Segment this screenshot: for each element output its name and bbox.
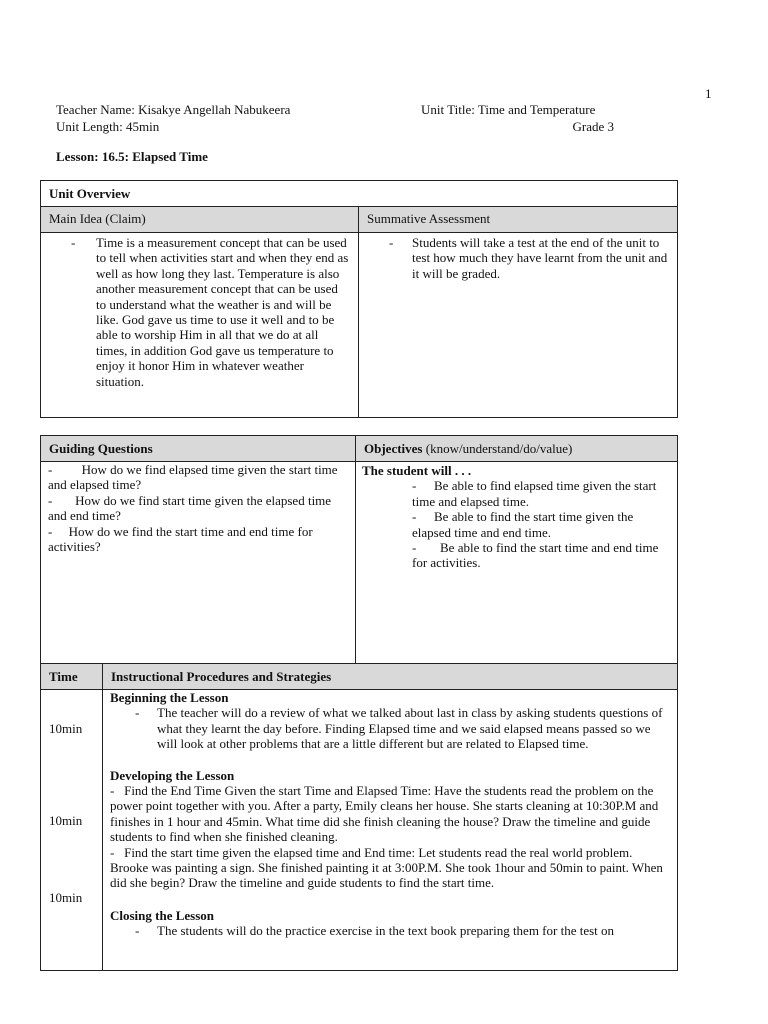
objective-item: - Be able to find the start time given the elapsed time and end time. — [412, 509, 634, 540]
developing-item-2: - Find the start time given the elapsed time and End time: Let students read the real world problem. Brooke was painting a sign. She finished painting it at 3:00P.M. She took 1hour and 50min to paint. When did she begin? Draw the timeline and guide students to find the start time. — [110, 844, 663, 891]
closing-item — [135, 923, 669, 939]
objective-item: - Be able to find the start time and end time for activities. — [412, 540, 659, 571]
bullet-dash: - — [412, 540, 417, 556]
time-column — [41, 690, 103, 971]
time-label-developing-2: 10min — [49, 890, 83, 905]
objectives-header-bold: Objectives — [364, 441, 423, 456]
summative-cell — [359, 233, 678, 418]
bullet-dash: - — [135, 923, 140, 939]
objective-item: - Be able to find elapsed time given the start time and elapsed time. — [412, 478, 657, 509]
bullet-dash: - — [412, 509, 417, 525]
main-idea-text: Time is a measurement concept that can be used to tell when activities start and when they end as well as how long they last. Temperature is also another measurement concept that can be used to understand what the weather is and will be like. God gave us time to use it well and to be able to worship Him in all that we do at all times, in addition God gave us temperature to enjoy it honor Him in whatever weather situation. — [96, 235, 349, 389]
guiding-objectives-table — [40, 435, 678, 665]
objectives-header-rest: (know/understand/do/value) — [422, 441, 573, 456]
objectives-lead: The student will . . . — [362, 463, 472, 478]
grade: Grade 3 — [572, 119, 614, 134]
unit-overview-table — [40, 180, 678, 418]
bullet-dash: - — [135, 705, 140, 721]
procedures-header: Instructional Procedures and Strategies — [103, 664, 678, 690]
time-label-developing-1: 10min — [49, 813, 83, 828]
guiding-questions-cell — [41, 462, 356, 665]
guiding-question: - How do we find elapsed time given the start time and elapsed time? — [48, 462, 338, 493]
bullet-dash: - — [412, 478, 417, 494]
procedures-table — [40, 663, 678, 971]
developing-title: Developing the Lesson — [110, 767, 235, 783]
beginning-item — [135, 705, 669, 752]
teacher-name: Teacher Name: Kisakye Angellah Nabukeera — [56, 102, 291, 117]
guiding-questions-header: Guiding Questions — [41, 436, 356, 462]
unit-title: Unit Title: Time and Temperature — [421, 102, 596, 117]
unit-overview-title: Unit Overview — [41, 181, 678, 207]
time-header: Time — [41, 664, 103, 690]
procedures-cell — [103, 690, 678, 971]
beginning-text: The teacher will do a review of what we talked about last in class by asking students questions of what they learnt the day before. Finding Elapsed time and we said elapsed means passed so we will look at other problems that are a little different but are related to Elapsed time. — [157, 705, 663, 752]
developing-item-1: - Find the End Time Given the start Time and Elapsed Time: Have the students read the problem on the power point together with you. After a party, Emily cleans her house. She starts cleaning at 10:30P.M and finishes in 1 hour and 45min. What time did she finish cleaning the house? Draw the timeline and guide students to find when she finished cleaning. — [110, 783, 659, 845]
lesson-title: Lesson: 16.5: Elapsed Time — [56, 149, 208, 164]
objectives-cell — [356, 462, 678, 665]
header-left — [56, 101, 290, 135]
main-idea-cell — [41, 233, 359, 418]
guiding-question: - How do we find the start time and end time for activities? — [48, 523, 313, 555]
objectives-header — [356, 436, 678, 462]
bullet-dash: - — [389, 235, 394, 250]
closing-text: The students will do the practice exercise in the text book preparing them for the test on — [157, 923, 615, 939]
beginning-title: Beginning the Lesson — [110, 690, 229, 705]
page-number: 1 — [705, 86, 712, 101]
header-right — [421, 101, 614, 135]
summative-text: Students will take a test at the end of the unit to test how much they have learnt from the unit and it will be graded. — [412, 235, 668, 281]
unit-length: Unit Length: 45min — [56, 119, 160, 134]
guiding-question: - How do we find start time given the elapsed time and end time? — [48, 492, 332, 524]
main-idea-header: Main Idea (Claim) — [41, 207, 359, 233]
summative-header: Summative Assessment — [359, 207, 678, 233]
closing-title: Closing the Lesson — [110, 907, 215, 923]
bullet-dash: - — [71, 235, 76, 250]
time-label-beginning: 10min — [49, 721, 83, 736]
